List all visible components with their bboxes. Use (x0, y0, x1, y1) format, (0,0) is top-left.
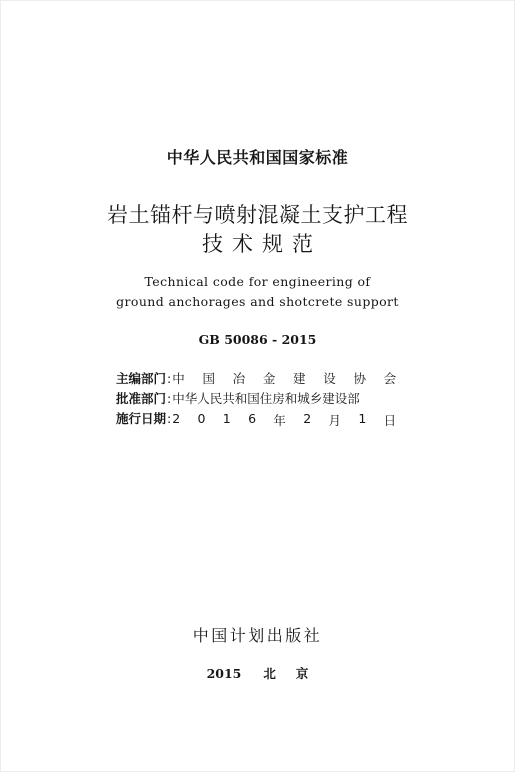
editor-department-row (116, 369, 396, 387)
editor-char: 国 (202, 371, 215, 386)
date-char: 年 (273, 413, 286, 428)
title-chinese-line-1: 岩土锚杆与喷射混凝土支护工程 (107, 203, 408, 227)
editor-char: 建 (293, 371, 306, 386)
date-char: 0 (197, 411, 206, 426)
effective-date-row (116, 409, 396, 429)
standard-category: 中华人民共和国国家标准 (166, 148, 349, 167)
date-char: 6 (248, 411, 257, 426)
editor-char: 中 (172, 371, 185, 386)
effective-date-value (172, 411, 396, 429)
approver-department-row (116, 389, 360, 407)
editor-char: 金 (262, 371, 276, 386)
standard-number: GB 50086 - 2015 (198, 332, 317, 347)
approver-department-value: 中华人民共和国住房和城乡建设部 (172, 391, 360, 406)
editor-department-separator: : (167, 371, 172, 386)
editor-char: 协 (353, 371, 366, 386)
publisher-name: 中国计划出版社 (192, 626, 323, 645)
effective-date-label: 施行日期 (116, 411, 167, 426)
editor-char: 会 (383, 371, 397, 386)
title-english-line-2: ground anchorages and shotcrete support (116, 294, 399, 309)
title-chinese-line-2: 技术规范 (202, 232, 322, 256)
date-char: 1 (222, 411, 231, 426)
editor-department-label: 主编部门 (116, 371, 167, 386)
editor-char: 冶 (232, 371, 246, 386)
editor-department-value (172, 369, 396, 387)
date-char: 1 (358, 411, 367, 426)
effective-date-separator: : (167, 411, 172, 426)
date-char: 月 (328, 413, 341, 428)
imprint-city-char: 京 (295, 666, 309, 681)
date-char: 日 (383, 413, 397, 428)
imprint-city-char: 北 (263, 666, 276, 681)
editor-char: 设 (323, 371, 336, 386)
approver-department-label: 批准部门 (116, 391, 167, 406)
imprint-year: 2015 (206, 666, 242, 681)
date-char: 2 (172, 411, 181, 426)
title-english-line-1: Technical code for engineering of (144, 274, 371, 289)
date-char: 2 (303, 411, 312, 426)
approver-department-separator: : (167, 391, 172, 406)
imprint-line (1, 664, 514, 682)
